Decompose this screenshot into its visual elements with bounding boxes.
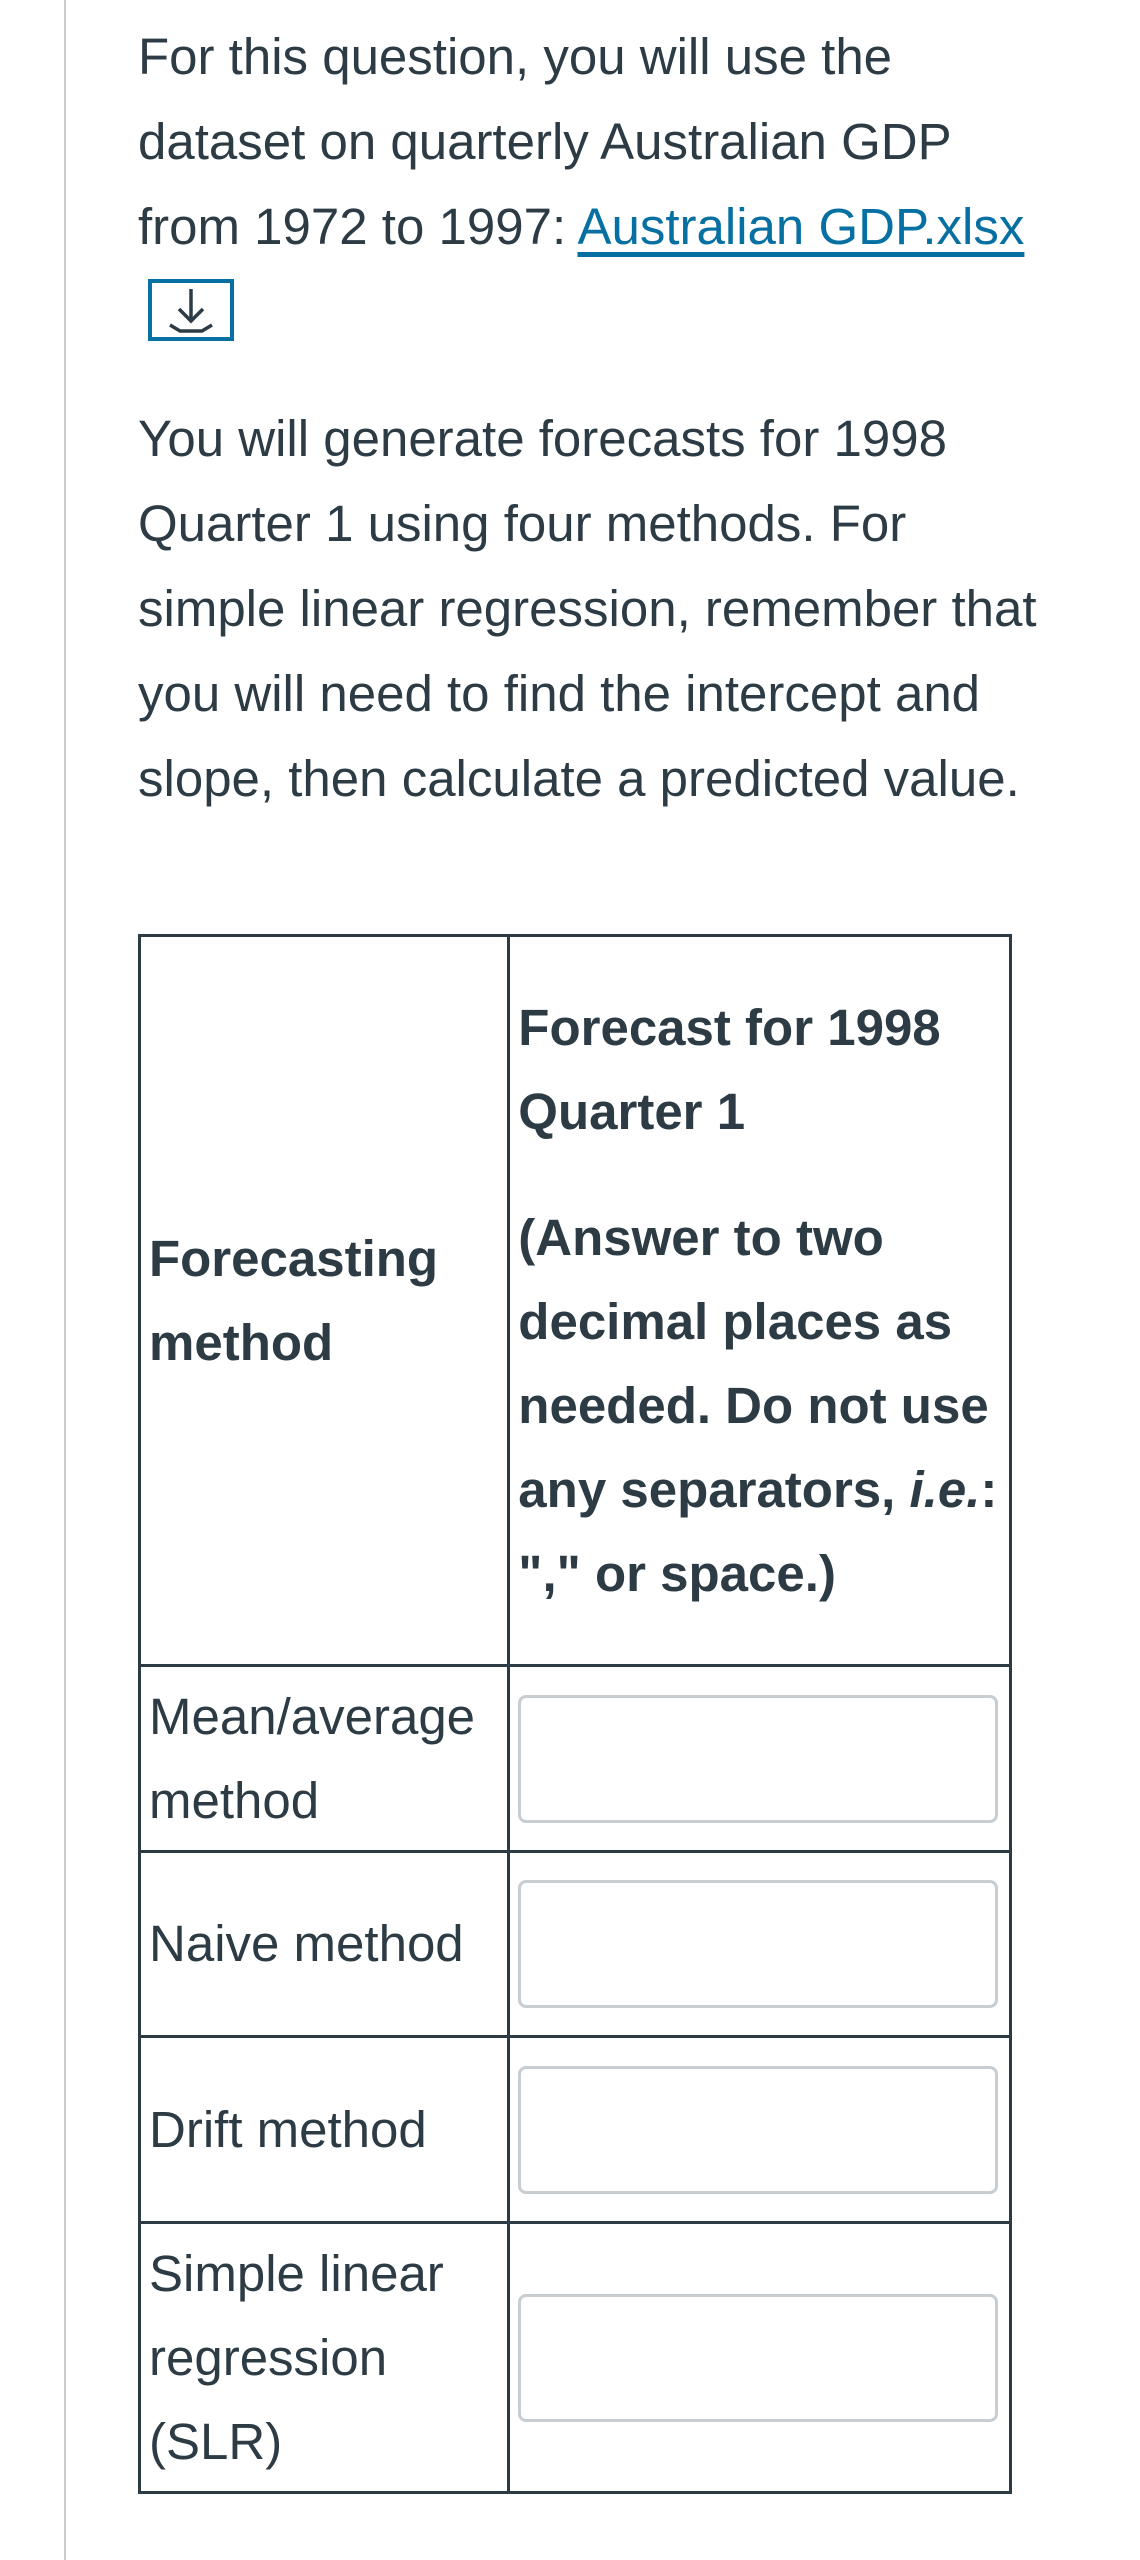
intro-paragraph <box>138 14 1038 354</box>
header-method-label: Forecasting method <box>149 1229 439 1371</box>
content-left-border <box>64 0 66 2560</box>
header-forecast-title: Forecast for 1998 Quarter 1 <box>518 998 941 1140</box>
question-content <box>138 14 1038 821</box>
method-cell: Naive method <box>140 1852 509 2037</box>
method-cell: Drift method <box>140 2037 509 2223</box>
naive-method-answer-input[interactable] <box>518 1880 998 2008</box>
instructions-paragraph: You will generate forecasts for 1998 Quarter 1 using four methods. For simple linear regression, remember that you will need to find the intercept and slope, then calculate a predicted value. <box>138 410 1037 807</box>
forecast-table <box>138 934 1012 2494</box>
table-row <box>140 2223 1011 2493</box>
answer-cell <box>509 2037 1011 2223</box>
table-row <box>140 1666 1011 1852</box>
table-row <box>140 2037 1011 2223</box>
table-row <box>140 1852 1011 2037</box>
dataset-file-link[interactable]: Australian GDP.xlsx <box>577 198 1025 255</box>
header-cell-forecast <box>509 936 1011 1666</box>
drift-method-answer-input[interactable] <box>518 2066 998 2194</box>
method-cell: Simple linear regression (SLR) <box>140 2223 509 2493</box>
table-header-row <box>140 936 1011 1666</box>
header-cell-method <box>140 936 509 1666</box>
mean-method-answer-input[interactable] <box>518 1695 998 1823</box>
intro-text: For this question, you will use the dataset on quarterly Australian GDP from 1972 to 1997: <box>138 28 951 255</box>
answer-cell <box>509 2223 1011 2493</box>
method-cell: Mean/average method <box>140 1666 509 1852</box>
header-forecast-note: (Answer to two decimal places as needed. Do not use any separators, i.e.: "," or space.) <box>518 1208 998 1602</box>
answer-cell <box>509 1666 1011 1852</box>
download-button[interactable] <box>148 279 234 341</box>
answer-cell <box>509 1852 1011 2037</box>
download-arrow-icon <box>152 283 230 337</box>
slr-method-answer-input[interactable] <box>518 2294 998 2422</box>
